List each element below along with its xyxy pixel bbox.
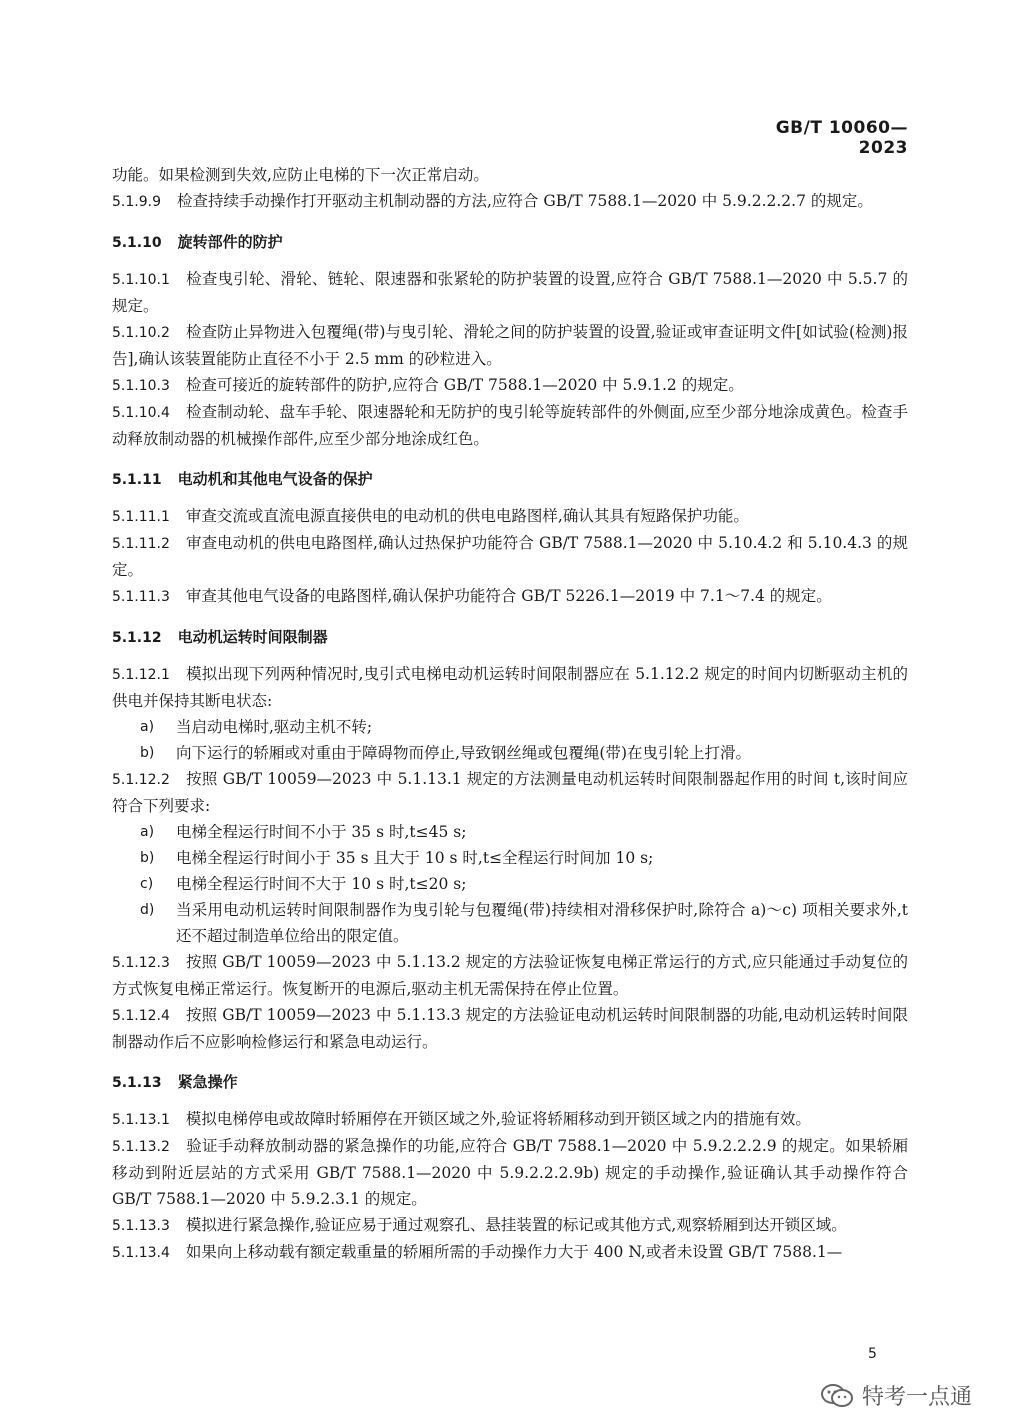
clause-paragraph — [112, 188, 908, 215]
watermark-text: 特考一点通 — [862, 1385, 973, 1410]
clause-number: 5.1.13.2 — [112, 1139, 170, 1155]
list — [112, 819, 908, 949]
clause-number: 5.1.12.2 — [112, 772, 170, 788]
clause-number: 5.1.11.3 — [112, 589, 170, 605]
clause-text: 功能。如果检测到失效,应防止电梯的下一次正常启动。 — [112, 166, 489, 184]
clause-number: 5.1.10 — [112, 235, 162, 251]
clause-number: 5.1.13 — [112, 1075, 162, 1091]
clause-paragraph — [112, 503, 908, 530]
clause-number: 5.1.11.2 — [112, 536, 170, 552]
wechat-icon — [820, 1383, 854, 1409]
list-item-text: 电梯全程运行时间不大于 10 s 时,t≤20 s; — [176, 875, 467, 893]
list-item-text: 当采用电动机运转时间限制器作为曳引轮与包覆绳(带)持续相对滑移保护时,除符合 a)～c) 项相关要求外,t 还不超过制造单位给出的限定值。 — [176, 901, 908, 945]
list-item-text: 电梯全程运行时间不小于 35 s 时,t≤45 s; — [176, 823, 467, 841]
clause-paragraph — [112, 372, 908, 399]
list-item — [140, 819, 908, 845]
list-item — [140, 714, 908, 740]
clause-paragraph — [112, 1239, 908, 1266]
clause-paragraph — [112, 162, 908, 188]
clause-paragraph — [112, 1106, 908, 1133]
clause-paragraph — [112, 266, 908, 319]
list-item — [140, 740, 908, 766]
clause-paragraph — [112, 1212, 908, 1239]
clause-text: 检查持续手动操作打开驱动主机制动器的方法,应符合 GB/T 7588.1—2020 中 5.9.2.2.2.7 的规定。 — [176, 192, 873, 210]
clause-paragraph — [112, 766, 908, 819]
list-item-marker: a) — [140, 719, 155, 735]
clause-text: 模拟进行紧急操作,验证应易于通过观察孔、悬挂装置的标记或其他方式,观察轿厢到达开锁区域。 — [185, 1216, 847, 1234]
clause-text: 检查可接近的旋转部件的防护,应符合 GB/T 7588.1—2020 中 5.9.1.2 的规定。 — [185, 376, 744, 394]
clause-paragraph — [112, 530, 908, 583]
clause-text: 如果向上移动载有额定载重量的轿厢所需的手动操作力大于 400 N,或者未设置 GB/T 7588.1— — [185, 1243, 843, 1261]
section-heading — [112, 466, 908, 493]
clause-text: 模拟出现下列两种情况时,曳引式电梯电动机运转时间限制器应在 5.1.12.2 规定的时间内切断驱动主机的供电并保持其断电状态: — [112, 665, 908, 710]
list-item-text: 向下运行的轿厢或对重由于障碍物而停止,导致钢丝绳或包覆绳(带)在曳引轮上打滑。 — [176, 744, 752, 762]
clause-number: 5.1.13.4 — [112, 1245, 170, 1261]
clause-number: 5.1.9.9 — [112, 194, 161, 210]
section-title: 紧急操作 — [177, 1073, 238, 1091]
section-heading — [112, 624, 908, 651]
clause-number: 5.1.10.2 — [112, 325, 170, 341]
clause-text: 按照 GB/T 10059—2023 中 5.1.13.3 规定的方法验证电动机运转时间限制器的功能,电动机运转时间限制器动作后不应影响检修运行和紧急电动运行。 — [112, 1006, 908, 1051]
clause-text: 模拟电梯停电或故障时轿厢停在开锁区域之外,验证将轿厢移动到开锁区域之内的措施有效。 — [185, 1110, 811, 1128]
standard-code: GB/T 10060—2023 — [775, 118, 908, 158]
clause-number: 5.1.12.3 — [112, 955, 170, 971]
clause-number: 5.1.13.3 — [112, 1218, 170, 1234]
clause-number: 5.1.11 — [112, 472, 162, 488]
clause-text: 检查防止异物进入包覆绳(带)与曳引轮、滑轮之间的防护装置的设置,验证或审查证明文件[如试验(检测)报告],确认该装置能防止直径不小于 2.5 mm 的砂粒进入。 — [112, 323, 908, 368]
page-number: 5 — [868, 1346, 877, 1362]
clause-text: 检查曳引轮、滑轮、链轮、限速器和张紧轮的防护装置的设置,应符合 GB/T 7588.1—2020 中 5.5.7 的规定。 — [112, 270, 908, 315]
document-body — [112, 162, 908, 1266]
clause-text: 按照 GB/T 10059—2023 中 5.1.13.1 规定的方法测量电动机运转时间限制器起作用的时间 t,该时间应符合下列要求: — [112, 770, 908, 815]
list-item-marker: c) — [140, 876, 154, 892]
watermark — [820, 1380, 972, 1411]
clause-paragraph — [112, 399, 908, 452]
clause-text: 检查制动轮、盘车手轮、限速器轮和无防护的曳引轮等旋转部件的外侧面,应至少部分地涂成黄色。检查手动释放制动器的机械操作部件,应至少部分地涂成红色。 — [112, 403, 908, 448]
section-title: 旋转部件的防护 — [177, 233, 283, 251]
list-item-marker: b) — [140, 745, 155, 761]
clause-number: 5.1.10.1 — [112, 272, 170, 288]
clause-number: 5.1.11.1 — [112, 509, 170, 525]
list-item-text: 电梯全程运行时间小于 35 s 且大于 10 s 时,t≤全程运行时间加 10 s; — [176, 849, 654, 867]
section-heading — [112, 229, 908, 256]
clause-number: 5.1.12 — [112, 630, 162, 646]
clause-number: 5.1.10.3 — [112, 378, 170, 394]
clause-text: 审查交流或直流电源直接供电的电动机的供电电路图样,确认其具有短路保护功能。 — [185, 507, 749, 525]
clause-text: 审查其他电气设备的电路图样,确认保护功能符合 GB/T 5226.1—2019 中 7.1～7.4 的规定。 — [185, 587, 832, 605]
section-title: 电动机和其他电气设备的保护 — [177, 470, 373, 488]
list-item-text: 当启动电梯时,驱动主机不转; — [176, 718, 373, 736]
list-item-marker: b) — [140, 850, 155, 866]
list — [112, 714, 908, 766]
clause-text: 按照 GB/T 10059—2023 中 5.1.13.2 规定的方法验证恢复电梯正常运行的方式,应只能通过手动复位的方式恢复电梯正常运行。恢复断开的电源后,驱动主机无需保持在停止位置。 — [112, 953, 908, 998]
list-item-marker: a) — [140, 824, 155, 840]
clause-paragraph — [112, 583, 908, 610]
clause-paragraph — [112, 1002, 908, 1055]
clause-text: 审查电动机的供电电路图样,确认过热保护功能符合 GB/T 7588.1—2020 中 5.10.4.2 和 5.10.4.3 的规定。 — [112, 534, 908, 579]
clause-paragraph — [112, 661, 908, 714]
list-item-marker: d) — [140, 902, 155, 918]
clause-paragraph — [112, 949, 908, 1002]
section-heading — [112, 1069, 908, 1096]
clause-number: 5.1.13.1 — [112, 1112, 170, 1128]
clause-text: 验证手动释放制动器的紧急操作的功能,应符合 GB/T 7588.1—2020 中 5.9.2.2.2.9 的规定。如果轿厢移动到附近层站的方式采用 GB/T 7588.1—2020 中 5.9.2.2.2.9b) 规定的手动操作,验证确认其手动操作符合 GB/T 7588.1—2020 中 5.9.2.3.1 的规定。 — [112, 1137, 908, 1208]
clause-paragraph — [112, 1133, 908, 1212]
clause-number: 5.1.10.4 — [112, 405, 170, 421]
clause-paragraph — [112, 319, 908, 372]
list-item — [140, 897, 908, 949]
list-item — [140, 871, 908, 897]
clause-number: 5.1.12.4 — [112, 1008, 170, 1024]
section-title: 电动机运转时间限制器 — [177, 628, 328, 646]
list-item — [140, 845, 908, 871]
clause-number: 5.1.12.1 — [112, 667, 170, 683]
